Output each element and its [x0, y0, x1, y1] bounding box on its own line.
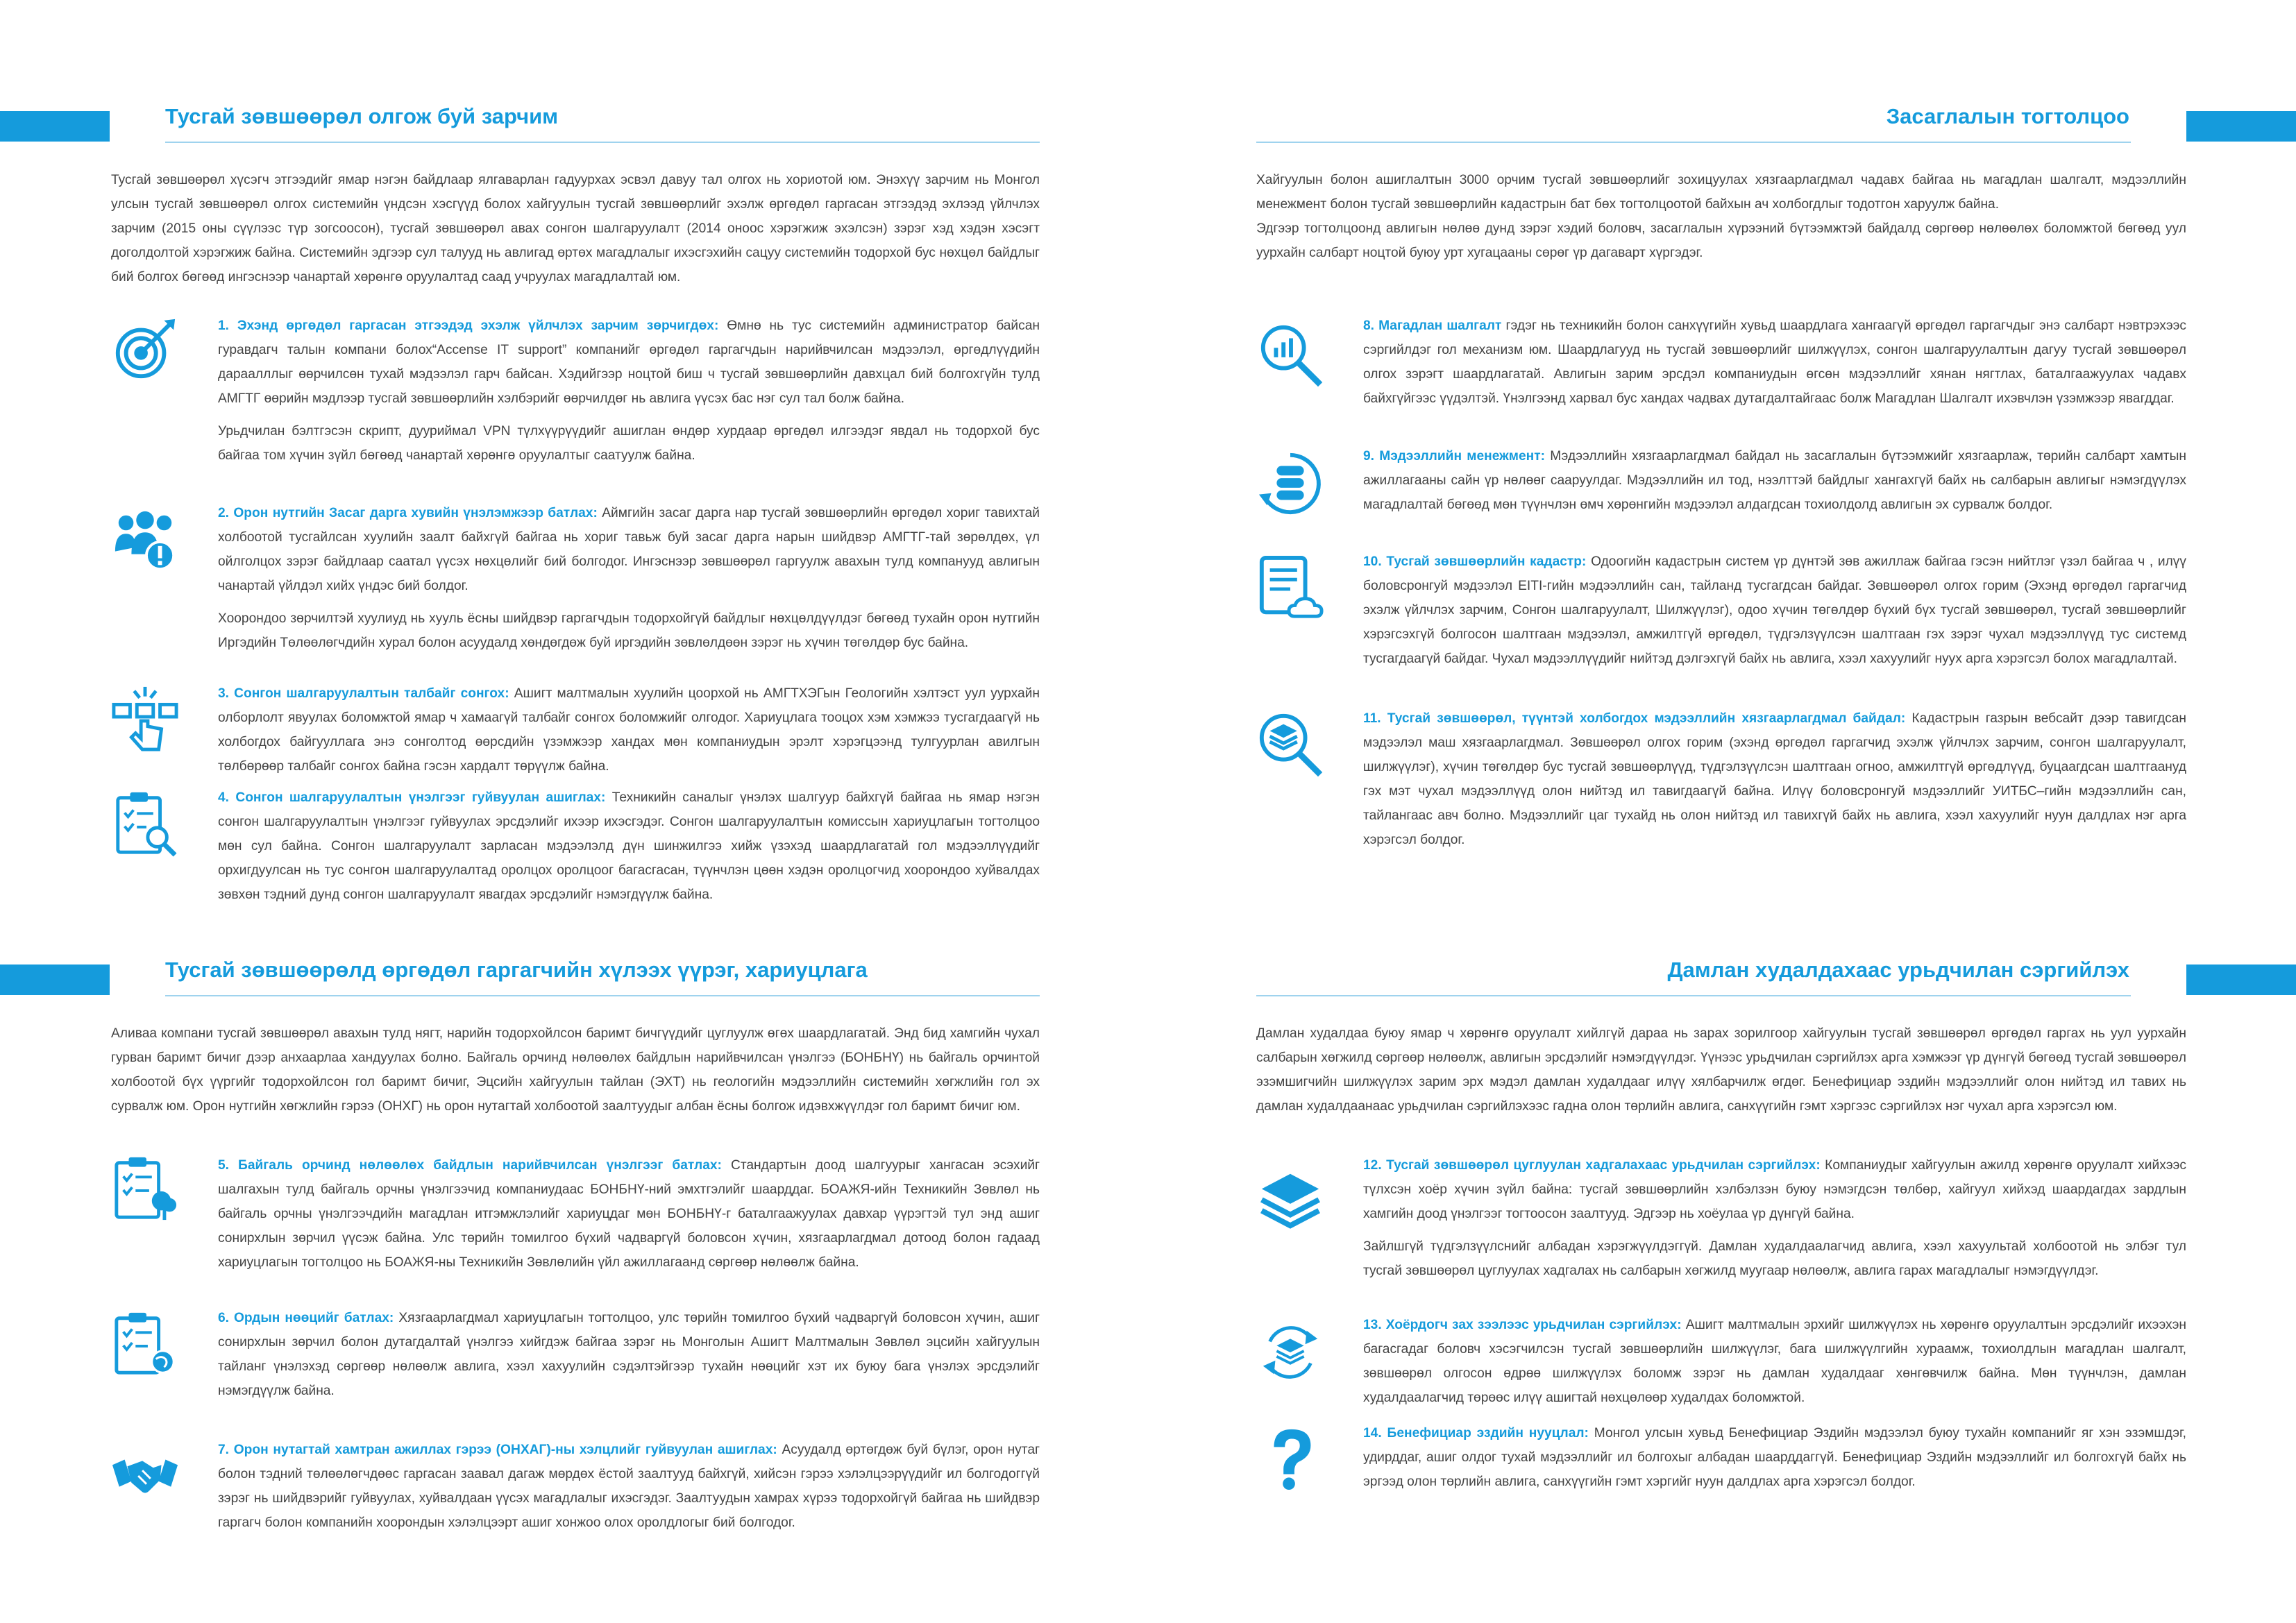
question-head-icon [1256, 1424, 1324, 1492]
item-para: Хоорондоо зөрчилтэй хуулиуд нь хууль ёсны шийдвэр гаргагчдын тодорхойгүй байдлыг нөхцөлдүүлдэг бөгөөд тухайн орон нутгийн Иргэдийн Төлөөлөгчдийн хурал болон асуудалд хөндөгдөж буй иргэдийн зөвлөлдөөн зэрэг нь хүчин төгөлдөр бус байна. [218, 611, 1040, 650]
item-6 [111, 1306, 1040, 1403]
item-10 [1256, 550, 2186, 671]
item-heading: 14. Бенефициар эздийн нууцлал: [1363, 1426, 1589, 1441]
item-body: Кадастрын газрын вебсайт дээр тавигдсан мэдээлэл маш хязгаарлагдмал. Зөвшөөрөл олгох горим (эхэнд өргөдөл гаргагчид эхэлж үйлчлэх зарчим, сонгон шалгаруулалт, шилжүүлэг), хүчин төгөлдөр бус тусгай зөвшөөрлүүд, түдгэлзүүлсэн шалтгаан огноо, амжилтгүй өргөдлүүд, буцаагдсан шалтгаануд гэх мэт чухал мэдээллүүд олон нийтэд ил тавигдаагүй байна. Илүү боловсронгуй мэдээллийг УИТБС–гийн мэдээллийн сан, тайлангаас авч болно. Мэдээллийг цаг тухайд нь олон нийтэд ил тавихгүй байх нь авлига, хээл хахуулийг нуун далдлах нэг арга хэрэгсэл болдог. [1363, 711, 2186, 847]
database-cycle-icon [1256, 450, 1324, 518]
item-heading: 12. Тусгай зөвшөөрөл цуглуулан хадгалахаас урьдчилан сэргийлэх: [1363, 1158, 1821, 1173]
item-heading: 1. Эхэнд өргөдөл гаргасан этгээдэд эхэлж үйлчлэх зарчим зөрчигдөх: [218, 318, 719, 333]
item-13 [1256, 1313, 2186, 1410]
item-para: Зайлшгүй түдгэлзүүлснийг албадан хэрэгжүүлдэггүй. Дамлан худалдаалагчид авлига, хээл хахуультай холбоотой нь элбэг тул тусгай зөвшөөрөл цуглуулах хадгалах нь салбарын хөгжилд муугаар нөлөөлж, авлига гарах магадлалыг нэмэгдүүлдэг. [1363, 1239, 2186, 1278]
section-intro: Дамлан худалдаа буюу ямар ч хөрөнгө оруулалт хийлгүй дараа нь зарах зорилгоор хайгуулын тусгай зөвшөөрөл өргөдөл гаргах нь уул уурхайн салбарын хөгжилд сөргөөр нөлөөлж, авлигын эрсдэлийг нэмэгдүүлдэг. Үүнээс урьдчилан сэргийлэх арга хэмжээг үр дүнгүй бөгөөд тусгай зөвшөөрөл эзэмшигчийн шилжүүлэх зарим эрх мэдэл дамлан худалдааг илүү хялбарчилж өгдөг. Бенефициар эздийн мэдээллийг олон нийтэд ил тавих нь дамлан худалдаанаас урьдчилан сэргийлэхээс гадна олон төрлийн авлига, санхүүгийн гэмт хэргээс сэргийлэх нэг чухал арга хэрэгсэл юм. [1256, 1026, 2186, 1114]
clipboard-globe-icon [111, 1310, 179, 1378]
section-intro: Тусгай зөвшөөрөл хүсэгч этгээдийг ямар нэгэн байдлаар ялгаварлан гадуурхах эсвэл давуу тал олгох нь хориотой юм. Энэхүү зарчим нь Монгол улсын тусгай зөвшөөрөл олгох системийн үндсэн хэсгүүд болох хайгуулын тусгай зөвшөөрлийг эхэлж өргөдөл гаргасан этгээдэд эхлээд үйлчлэх зарчим (2015 оны сүүлээс түр зогсоосон), тусгай зөвшөөрөл авах сонгон шалгаруулалт (2014 оноос хэрэгжиж эхэлсэн) зэрэг хэд хэдэн хэсэгт доголдолтой хэрэгжиж байна. Системийн эдгээр сул талууд нь авлигад өртөх магадлалыг ихэсгэхийн сацуу системийн тодорхой бус нөхцөл байдлыг бий болгох бөгөөд ингэснээр чанартай хөрөнгө оруулалтад саад учруулах магадлалтай юм. [111, 173, 1040, 284]
layers-cycle-icon [1256, 1318, 1324, 1386]
section-title: Дамлан худалдахаас урьдчилан сэргийлэх [1667, 958, 2129, 982]
section-intro: Хайгуулын болон ашиглалтын 3000 орчим тусгай зөвшөөрлийг зохицуулах хязгаарлагдмал чадавх байгаа нь магадлан шалгалт, мэдээллийн менежмент болон тусгай зөвшөөрлийн кадастрын бат бөх тогтолцоотой байхын ач холбогдлыг тодотгон харуулж байна. Эдгээр тогтолцоонд авлигын нөлөө дунд зэрэг хэдий боловч, засаглалын хүрээний бүтээмжтэй байдалд сөргөөр нөлөөлөх боломжтой бөгөөд уул уурхайн салбарт ноцтой буюу урт хугацааны сөрөг үр дагаварт хүргэдэг. [1256, 173, 2186, 260]
item-7 [111, 1438, 1040, 1535]
item-heading: 8. Магадлан шалгалт [1363, 318, 1502, 333]
item-body: Аймгийн засаг дарга нар тусгай зөвшөөрлийн өргөдөл хориг тавихтай холбоотой тусгайлсан хуулийн заалт байхгүй байгаа нь хориг тавьж буй засаг дарга нарын шийдвэр АМГТГ-тай зөрөлдөх, үл ойлголцох зэрэг байдлаар саатал үүсэх нөхцөлийг бий болгодог. Ингэснээр зөвшөөрөл гаргуулж авахын тулд компанууд авлигын чанартай үйлдэл хийх үндэс бий болдог. [218, 506, 1040, 593]
item-body: Одоогийн кадастрын систем үр дүнтэй зөв ажиллаж байгаа гэсэн нийтлэг үзэл байгаа ч , илүү боловсронгуй мэдээлэл EITI-гийн мэдээллийн сан, тайланд тусгагдсан байдаг. Зөвшөөрөл олгох горим (Эхэнд өргөдөл гаргагчид эхэлж үйлчлэх зарчим, Сонгон шалгаруулалт, Шилжүүлэг), одоо хүчин төгөлдөр бүхий бүх тусгай зөвшөөрөл, тусгай зөвшөөрлийг хэрэгсэхгүй болгосон шалтгаан мэдээлэл, амжилтгүй өргөдөл, түдгэлзүүлсэн шалтгаан гэх зэрэг чухал мэдээллүүд тус системд тусгагдаагүй байдаг. Чухал мэдээллүүдийг нийтэд дэлгэхгүй байх нь авлига, хээл хахуулийг нуух арга хэрэгсэл болох магадлалтай. [1363, 554, 2186, 666]
item-14 [1256, 1421, 2186, 1494]
item-4 [111, 785, 1040, 907]
title-rule [1256, 142, 2131, 143]
item-heading: 13. Хоёрдогч зах зээлээс урьдчилан сэргийлэх: [1363, 1318, 1682, 1332]
section-title: Тусгай зөвшөөрөл олгож буй зарчим [165, 104, 559, 128]
item-8 [1256, 314, 2186, 411]
handshake-icon [111, 1441, 179, 1509]
item-heading: 4. Сонгон шалгаруулалтын үнэлгээг гуйвуулан ашиглах: [218, 790, 606, 805]
item-body: Стандартын доод шалгуурыг хангасан эсэхийг шалгахын тулд байгаль орчны үнэлгээчид компаниудаас БОНБНҮ-ний эмхтгэлийг шаарддаг. БОАЖЯ-ийн Техникийн Зөвлөл нь байгаль орчны үнэлгээчдийн магадлан итгэмжлэлийг хариуцдаг мөн БОНБНҮ-г баталгаажуулах давхар үүрэгтэй тул энд ашиг сонирхлын зөрчил үүсэж байна. Улс төрийн томилгоо бүхий чадваргүй боловсон хүчин, хязгаарлагдмал дотоод болон гадаад хариуцлагын тогтолцоо нь БОАЖЯ-ны Техникийн Зөвлөлийн үйл ажиллагаанд сөргөөр нөлөөлж байна. [218, 1158, 1040, 1270]
title-rule [165, 142, 1040, 143]
section-title: Засаглалын тогтолцоо [1886, 104, 2129, 128]
item-heading: 11. Тусгай зөвшөөрөл, түүнтэй холбогдох мэдээллийн хязгаарлагдмал байдал: [1363, 711, 1906, 726]
clipboard-tree-icon [111, 1155, 179, 1223]
item-body: гэдэг нь техникийн болон санхүүгийн хувьд шаардлага хангаагүй өргөдөл гаргагчдыг энэ салбарт нэвтрэхээс сэргийлдэг гол механизм юм. Шаардлагууд нь тусгай зөвшөөрлийг шилжүүлэх, сонгон шалгаруулалтын дагуу тусгай зөвшөөрөл олгох зэрэгт шаардлагатай. Авлигын зарим эрсдэл компаниудын өгсөн мэдээллийг хянан нягтлах, баталгаажуулах чадавх байхгүйгээс үүдэлтэй. Үнэлгээнд харвал бус хандах чадвах дутагдалтайгаас болж Магадлан Шалгалт ихэвчлэн үзэмжээр явагддаг. [1363, 318, 2186, 406]
clipboard-search-icon [111, 790, 179, 858]
item-1 [111, 314, 1040, 468]
item-body: Ашигт малтмалын хуулийн цоорхой нь АМГТХЭГын Геологийн хэлтэст уул уурхайн олборлолт явуулах боломжтой ямар ч хамаагүй талбайг сонгох боломжийг олгодог. Хариуцлага тооцох хэм хэмжээ тусгагдаагүй нь холбогдох байгууллага энэ сонголтод өөрсдийн үзэмжээр хандах мөн компаниудын эрэлт хэрэгцээнд тулгуурлан авилгын төлбөрөөр талбайг сонгох байна гэсэн хардалт төрүүлж байна. [218, 686, 1040, 774]
item-body: Мэдээллийн хязгаарлагдмал байдал нь засаглалын бүтээмжийг хязгаарлаж, төрийн салбарт хамтын ажиллагааны сайн үр нөлөөг сааруулдаг. Мэдээллийн ил тод, нээлттэй байдлыг хангахгүй байх нь салбарын авлигыг нэмэгдүүлэх магадлалтай бөгөөд мөн түүнчлэн өмч хөрөнгийн мэдээлэл алдагдсан тохиолдолд авлигын эх сурвалж болдог. [1363, 449, 2186, 512]
item-body: Өмнө нь тус системийн администратор байсан гуравдагч талын компани болох“Accense IT support” компанийг өргөдөл гаргагчдын нарийвчилсан мэдээлэл, өргөдлүүдийн дараалллыг өөрчилсөн тухай мэдээлэл гарч байсан. Хэдийгээр ноцтой биш ч тусгай зөвшөөрлийн давхцал бий болгохгүйн тулд АМГТГ өөрийн мэдлээр тусгай зөвшөөрлийн хэлбэрийг өөрчилдөг нь авлига үүсэх бас нэг сул тал болж байна. [218, 318, 1040, 406]
people-alert-icon [111, 507, 179, 575]
item-heading: 5. Байгаль орчинд нөлөөлөх байдлын нарийвчилсан үнэлгээг батлах: [218, 1158, 722, 1173]
layers-search-icon [1256, 711, 1324, 779]
accent-bar [2186, 965, 2296, 995]
item-heading: 7. Орон нутагтай хамтран ажиллах гэрээ (ОНХАГ)-ны хэлцлийг гуйвуулан ашиглах: [218, 1443, 777, 1457]
item-body: Монгол улсын хувьд Бенефициар Эздийн мэдээлэл буюу тухайн компанийг яг хэн эзэмшдэг, удирддаг, ашиг олдог тухай мэдээллийг ил болгохыг албадан шаарддаггүй. Бенефициар Эздийн мэдээллийг ил болгохгүй байх нь эргээд олон төрлийн авлига, санхүүгийн гэмт хэргийг нуун далдлах арга хэрэгсэл болдог. [1363, 1426, 2186, 1489]
item-body: Асуудалд өртөгдөж буй бүлэг, орон нутаг болон тэдний төлөөлөгчдөөс гаргасан заавал дагаж мөрдөх ёстой заалтууд байхгүй, хийсэн гэрээ хэлэлцээрүүдийг ил болгодоггүй зэрэг нь шийдвэрийг гуйвуулах, хуйвалдаан үүсэх магадлалыг ихэсгэдэг. Заалтуудын хамрах хүрээ тодорхойгүй байгаа нь шийдвэр гаргагч болон компанийн хоорондын хэлэлцээрт ашиг хонжоо олох оролдлогыг бий болгодог. [218, 1443, 1040, 1530]
target-icon [111, 315, 179, 383]
accent-bar [2186, 111, 2296, 142]
item-3 [111, 681, 1040, 779]
document-cloud-icon [1256, 554, 1324, 622]
item-heading: 9. Мэдээллийн менежмент: [1363, 449, 1546, 464]
select-grid-icon [111, 684, 179, 752]
item-2 [111, 501, 1040, 655]
item-para: Урьдчилан бэлтгэсэн скрипт, дууриймал VPN түлхүүрүүдийг ашиглан өндөр хурдаар өргөдөл илгээдэг явдал нь тодорхой бус байгаа том хүчин зүйл бөгөөд чанартай хөрөнгө оруулалтыг саатуулж байна. [218, 424, 1040, 463]
title-rule [1256, 995, 2131, 996]
item-body: Хязгаарлагдмал хариуцлагын тогтолцоо, улс төрийн томилгоо бүхий чадваргүй боловсон хүчин, ашиг сонирхлын зөрчил болон дутагдалтай үнэлгээ хийгдэж байгаа зэрэг нь Монголын Ашигт Малтмалын Зөвлөл эцсийн хайгуулын тайланг үнэлэхэд сөргөөр нөлөөлж авлига, хээл хахуулийн сэдэлтэйгээр тухайн нөөцийг хэт их буюу бага үнэлэх эрсдэлийг нэмэгдүүлж байна. [218, 1311, 1040, 1398]
item-heading: 10. Тусгай зөвшөөрлийн кадастр: [1363, 554, 1587, 569]
title-rule [165, 995, 1040, 996]
item-heading: 6. Ордын нөөцийг батлах: [218, 1311, 394, 1325]
accent-bar [0, 965, 110, 995]
item-body: Ашигт малтмалын эрхийг шилжүүлэх нь хөрөнгө оруулалтын эрсдэлийг ихээхэн багасгадаг боловч хэсэгчилсэн тусгай зөвшөөрлийн шилжүүлэг, бага шилжүүлгийн хураамж, тохиолдлын магадлан шалгалт, зөвшөөрөл олгосон өдрөө шилжүүлэх боломж зэрэг нь дамлан худалдааг хөнгөвчилж байна. Мөн түүнчлэн, дамлан худалдаалагчид төрөөс илүү ашигтай нөхцөлөөр худалдах боломжтой. [1363, 1318, 2186, 1405]
item-11 [1256, 706, 2186, 852]
item-heading: 3. Сонгон шалгаруулалтын талбайг сонгох: [218, 686, 509, 701]
section-title: Тусгай зөвшөөрөлд өргөдөл гаргагчийн хүлээх үүрэг, хариуцлага [165, 958, 868, 982]
layers-icon [1256, 1167, 1324, 1235]
item-12 [1256, 1153, 2186, 1283]
magnifier-chart-icon [1256, 321, 1324, 389]
item-body: Компаниудыг хайгуулын ажилд хөрөнгө оруулалт хийхээс түлхсэн хоёр хүчин зүйл байна: тусгай зөвшөөрлийн хэлбэлзэн буюу нэмэгдсэн төлбөр, хайгуул хийхэд шаардагдах зардлын хамгийн доод үнэлгээг тогтоосон заалтууд. Эдгээр нь хоёулаа үр дүнгүй байна. [1363, 1158, 2186, 1221]
item-body: Техникийн саналыг үнэлэх шалгуур байхгүй байгаа нь ямар нэгэн сонгон шалгаруулалтын үнэлгээг гуйвуулах эрсдэлийг ихээр ихэсгэдэг. Сонгон шалгаруулалтын комиссын хариуцлагын тогтолцоо мөн сул байна. Сонгон шалгаруулалт зарласан мэдээлэлд дүн шинжилгээ хийж үзэхэд шаардлагатай гол мэдээллүүдийг орхигдуулсан нь тус сонгон шалгаруулалтад оролцох оролцоог багасгасан, түүнчлэн цөөн хэдэн оролцогчид хоорондоо хуйвалдах зөвхөн тэдний дунд сонгон шалгаруулалт явагдах эрсдэлийг нэмэгдүүлж байна. [218, 790, 1040, 902]
section-intro: Аливаа компани тусгай зөвшөөрөл авахын тулд нягт, нарийн тодорхойлсон баримт бичгүүдийг цуглуулж өгөх шаардлагатай. Энд бид хамгийн чухал гурван баримт бичиг дээр анхаарлаа хандуулах болно. Байгаль орчинд нөлөөлөх байдлын нарийвчилсан үнэлгээ (БОНБНҮ) нь байгаль орчинтой холбоотой бүх үүргийг тодорхойлсон гол баримт бичиг, Эцсийн хайгуулын тайлан (ЭХТ) нь геологийн мэдээллийн системийн хөгжлийн гол эх сурвалж юм. Орон нутгийн хөгжлийн гэрээ (ОНХГ) нь орон нутагтай холбоотой заалтуудыг албан ёсны болгож идэвхжүүлдэг гол баримт бичиг юм. [111, 1026, 1040, 1114]
item-heading: 2. Орон нутгийн Засаг дарга хувийн үнэлэмжээр батлах: [218, 506, 598, 520]
item-9 [1256, 444, 2186, 517]
item-5 [111, 1153, 1040, 1275]
accent-bar [0, 111, 110, 142]
